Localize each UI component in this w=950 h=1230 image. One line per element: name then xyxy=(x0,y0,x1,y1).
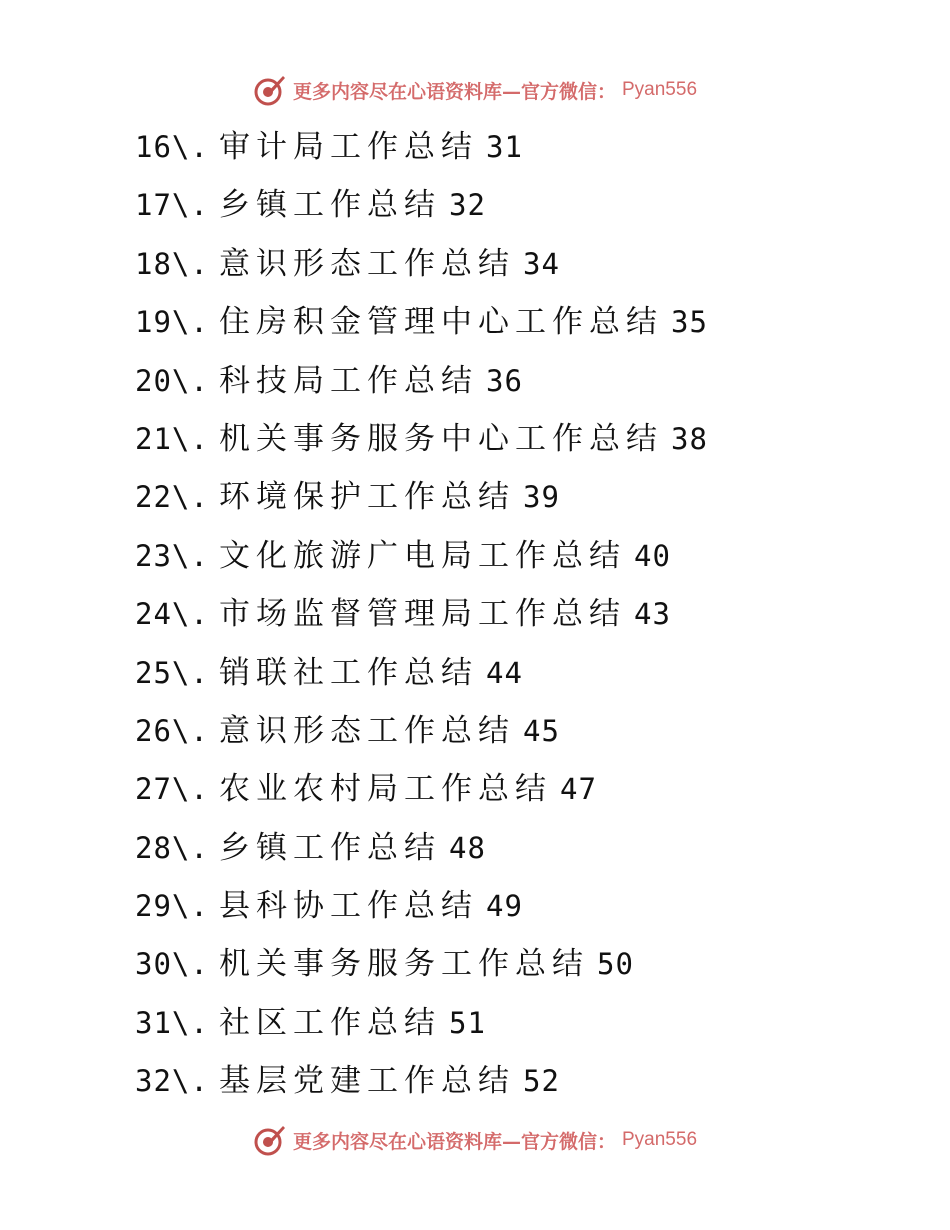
footer-text: 更多内容尽在心语资料库—官方微信： xyxy=(292,1130,616,1153)
toc-title: 市场监督管理局工作总结 xyxy=(219,596,626,633)
toc-number: 23\. xyxy=(135,538,209,573)
toc-entry[interactable] xyxy=(135,235,708,293)
toc-page: 50 xyxy=(597,947,634,982)
toc-page: 52 xyxy=(523,1064,560,1099)
toc-number: 17\. xyxy=(135,188,209,223)
quill-seal-icon xyxy=(253,73,287,107)
toc-page: 32 xyxy=(449,188,486,223)
toc-page: 38 xyxy=(671,421,708,456)
toc-page: 45 xyxy=(523,713,560,748)
toc-number: 29\. xyxy=(135,889,209,924)
toc-number: 28\. xyxy=(135,830,209,865)
toc-title: 机关事务服务工作总结 xyxy=(219,946,589,983)
quill-seal-icon xyxy=(253,1123,287,1157)
toc-page: 34 xyxy=(523,246,560,281)
toc-number: 32\. xyxy=(135,1064,209,1099)
toc-entry[interactable] xyxy=(135,118,708,176)
toc-title: 农业农村局工作总结 xyxy=(219,771,552,808)
toc-title: 社区工作总结 xyxy=(219,1004,441,1041)
toc-number: 18\. xyxy=(135,246,209,281)
toc-page: 40 xyxy=(634,538,671,573)
toc-entry[interactable] xyxy=(135,585,708,643)
toc-title: 环境保护工作总结 xyxy=(219,479,515,516)
table-of-contents xyxy=(135,118,708,1111)
toc-number: 27\. xyxy=(135,772,209,807)
header-wechat-id: Pyan556 xyxy=(622,79,698,100)
toc-title: 乡镇工作总结 xyxy=(219,829,441,866)
toc-page: 44 xyxy=(486,655,523,690)
toc-entry[interactable] xyxy=(135,877,708,935)
toc-entry[interactable] xyxy=(135,644,708,702)
toc-title: 科技局工作总结 xyxy=(219,362,478,399)
toc-number: 19\. xyxy=(135,305,209,340)
toc-number: 24\. xyxy=(135,597,209,632)
toc-entry[interactable] xyxy=(135,410,708,468)
toc-entry[interactable] xyxy=(135,702,708,760)
toc-entry[interactable] xyxy=(135,760,708,818)
footer-wechat-id: Pyan556 xyxy=(622,1129,698,1150)
toc-number: 30\. xyxy=(135,947,209,982)
toc-title: 乡镇工作总结 xyxy=(219,187,441,224)
toc-number: 21\. xyxy=(135,421,209,456)
toc-title: 审计局工作总结 xyxy=(219,129,478,165)
toc-number: 25\. xyxy=(135,655,209,690)
toc-entry[interactable] xyxy=(135,1052,708,1110)
toc-page: 47 xyxy=(560,772,597,807)
toc-page: 49 xyxy=(486,889,523,924)
toc-title: 销联社工作总结 xyxy=(219,654,478,691)
toc-entry[interactable] xyxy=(135,935,708,993)
toc-title: 机关事务服务中心工作总结 xyxy=(219,420,663,457)
toc-entry[interactable] xyxy=(135,819,708,877)
header-banner xyxy=(0,70,950,110)
toc-number: 16\. xyxy=(135,130,209,164)
toc-title: 文化旅游广电局工作总结 xyxy=(219,537,626,574)
toc-entry[interactable] xyxy=(135,994,708,1052)
toc-page: 48 xyxy=(449,830,486,865)
toc-page: 39 xyxy=(523,480,560,515)
toc-entry[interactable] xyxy=(135,352,708,410)
toc-page: 31 xyxy=(486,130,523,164)
toc-number: 26\. xyxy=(135,713,209,748)
toc-title: 县科协工作总结 xyxy=(219,888,478,925)
toc-title: 意识形态工作总结 xyxy=(219,245,515,282)
toc-entry[interactable] xyxy=(135,468,708,526)
footer-banner xyxy=(0,1120,950,1160)
toc-page: 36 xyxy=(486,363,523,398)
toc-title: 基层党建工作总结 xyxy=(219,1063,515,1100)
toc-page: 35 xyxy=(671,305,708,340)
toc-entry[interactable] xyxy=(135,293,708,351)
toc-number: 22\. xyxy=(135,480,209,515)
toc-entry[interactable] xyxy=(135,527,708,585)
toc-number: 20\. xyxy=(135,363,209,398)
toc-page: 43 xyxy=(634,597,671,632)
toc-entry[interactable] xyxy=(135,176,708,234)
toc-page: 51 xyxy=(449,1005,486,1040)
header-text: 更多内容尽在心语资料库—官方微信： xyxy=(292,80,616,103)
toc-title: 意识形态工作总结 xyxy=(219,712,515,749)
toc-number: 31\. xyxy=(135,1005,209,1040)
toc-title: 住房积金管理中心工作总结 xyxy=(219,304,663,341)
